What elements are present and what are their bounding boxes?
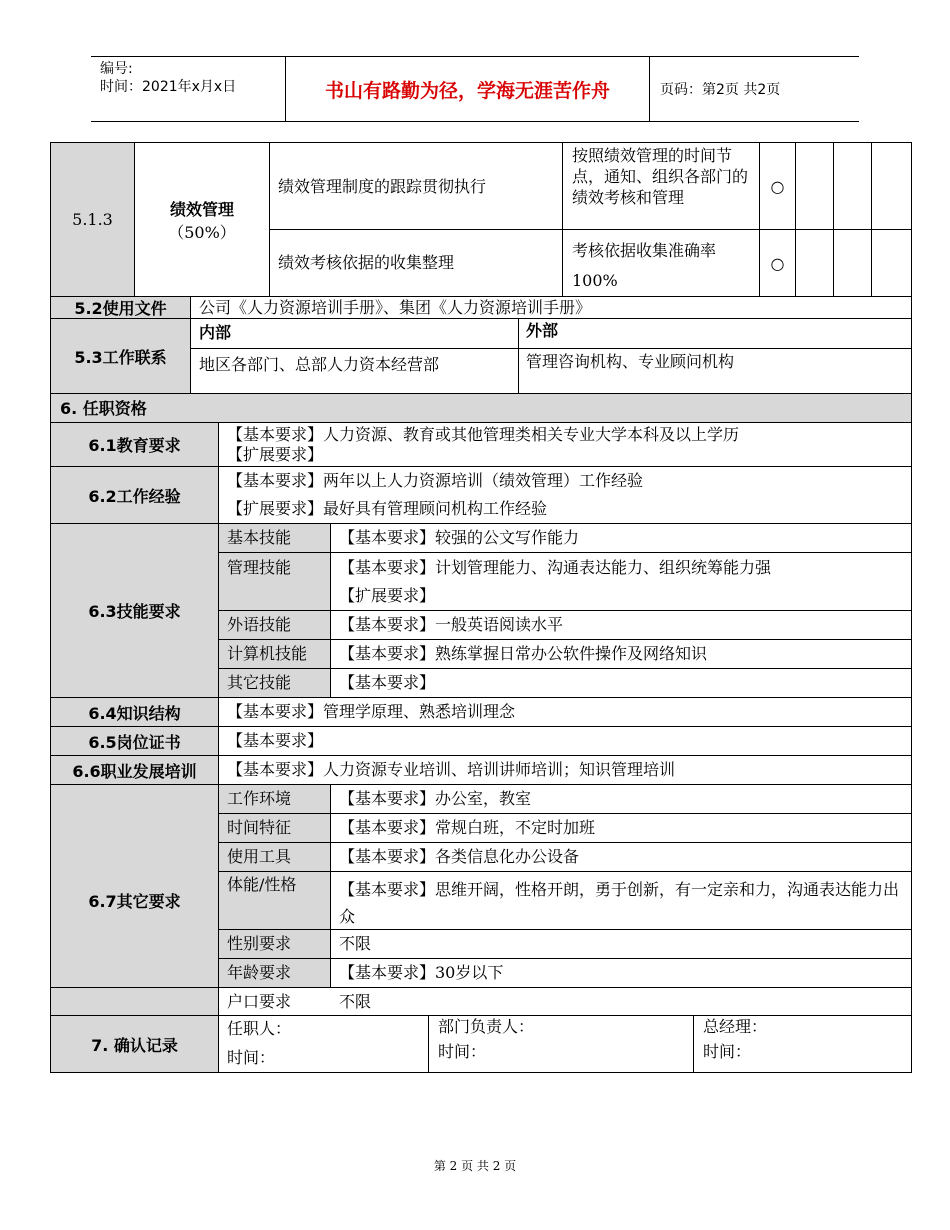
- table-rule: [218, 842, 912, 843]
- education-ext: 【扩展要求】: [227, 445, 324, 464]
- mark-circle: ○: [770, 253, 785, 273]
- education-basic: 【基本要求】人力资源、教育或其他管理类相关专业大学本科及以上学历: [227, 425, 740, 444]
- table-rule: [218, 813, 912, 814]
- table-rule: [428, 1015, 429, 1073]
- task-standard: 按照绩效管理的时间节点，通知、组织各部门的绩效考核和管理: [572, 146, 749, 207]
- task-area-name: 绩效管理: [169, 199, 234, 219]
- table-rule: [50, 393, 912, 394]
- skill-req: 【基本要求】熟练掌握日常办公软件操作及网络知识: [339, 644, 708, 663]
- section-6-bg: [50, 394, 911, 422]
- task-text: 绩效考核依据的收集整理: [278, 253, 455, 272]
- header-divider: [649, 56, 650, 122]
- header-time: 时间：2021年x月x日: [100, 79, 237, 95]
- experience-ext: 【扩展要求】最好具有管理顾问机构工作经验: [227, 499, 548, 518]
- label-5-3: 5.3工作联系: [74, 347, 167, 367]
- table-rule: [518, 318, 519, 394]
- knowledge-structure: 【基本要求】管理学原理、熟悉培训理念: [227, 702, 516, 721]
- table-rule: [218, 668, 912, 669]
- task-area-weight: （50%）: [168, 222, 236, 242]
- other-req: 【基本要求】办公室，教室: [339, 789, 532, 808]
- skill-req-ext: 【扩展要求】: [339, 586, 436, 605]
- skill-req: 【基本要求】一般英语阅读水平: [339, 615, 564, 634]
- skill-sub: 基本技能: [227, 528, 292, 547]
- other-sub: 使用工具: [227, 847, 292, 866]
- other-req: 【基本要求】思维开阔，性格开朗，勇于创新，有一定亲和力，沟通表达能力出众: [339, 880, 900, 926]
- table-rule: [795, 142, 796, 296]
- header-number: 编号:: [100, 61, 133, 77]
- skill-req: 【基本要求】: [339, 673, 436, 692]
- career-training: 【基本要求】人力资源专业培训、培训讲师培训；知识管理培训: [227, 760, 676, 779]
- label-5-2: 5.2使用文件: [74, 299, 167, 318]
- label-6-2: 6.2工作经验: [88, 486, 181, 506]
- table-rule: [218, 552, 912, 553]
- table-rule: [218, 871, 912, 872]
- table-rule: [911, 142, 912, 1073]
- table-rule: [270, 229, 912, 230]
- label-6-4: 6.4知识结构: [88, 703, 181, 723]
- table-rule: [330, 784, 331, 988]
- table-rule: [871, 142, 872, 296]
- section-code: 5.1.3: [72, 210, 113, 229]
- task-text: 绩效管理制度的跟踪贯彻执行: [278, 177, 487, 196]
- other-req: 不限: [339, 934, 372, 953]
- task-standard: 考核依据收集准确率100%: [572, 241, 717, 290]
- label-6-5: 6.5岗位证书: [88, 732, 181, 752]
- table-rule: [693, 1015, 694, 1073]
- label-7: 7. 确认记录: [91, 1035, 178, 1055]
- label-6-3: 6.3技能要求: [88, 602, 181, 621]
- skill-sub: 管理技能: [227, 558, 292, 577]
- internal-contacts: 地区各部门、总部人力资本经营部: [199, 355, 440, 374]
- label-6-1: 6.1教育要求: [88, 436, 181, 455]
- other-sub: 体能/性格: [227, 875, 297, 894]
- dept-head-time: 时间：: [438, 1042, 487, 1061]
- page-footer: 第 2 页 共 2 页: [433, 1159, 517, 1173]
- label-6-6: 6.6职业发展培训: [72, 761, 197, 781]
- mark-circle: ○: [770, 176, 785, 196]
- table-rule: [218, 422, 219, 1073]
- table-rule: [833, 142, 834, 296]
- section-6-title: 6. 任职资格: [60, 399, 147, 418]
- skill-sub: 计算机技能: [227, 644, 308, 663]
- table-rule: [330, 523, 331, 697]
- label-6-7: 6.7其它要求: [88, 891, 181, 911]
- documents-used: 公司《人力资源培训手册》、集团《人力资源培训手册》: [199, 298, 592, 317]
- experience-basic: 【基本要求】两年以上人力资源培训（绩效管理）工作经验: [227, 471, 644, 490]
- other-sub: 工作环境: [227, 789, 292, 808]
- table-rule: [190, 296, 191, 394]
- gm-time: 时间：: [703, 1042, 752, 1061]
- external-contacts: 管理咨询机构、专业顾问机构: [526, 352, 735, 371]
- header-page-number: 页码：第2页 共2页: [660, 82, 781, 98]
- skill-req: 【基本要求】较强的公文写作能力: [339, 528, 580, 547]
- internal-head: 内部: [199, 323, 232, 342]
- external-head: 外部: [526, 321, 559, 340]
- other-req: 【基本要求】常规白班，不定时加班: [339, 818, 596, 837]
- table-rule: [269, 142, 270, 296]
- skill-sub: 其它技能: [227, 673, 292, 692]
- table-rule: [562, 142, 563, 296]
- other-req: 不限: [339, 992, 372, 1011]
- certificate: 【基本要求】: [227, 731, 324, 750]
- gm-signature: 总经理：: [703, 1017, 768, 1036]
- section-name: [135, 143, 269, 296]
- skill-sub: 外语技能: [227, 615, 292, 634]
- other-req: 【基本要求】各类信息化办公设备: [339, 847, 580, 866]
- other-sub: 年龄要求: [227, 963, 292, 982]
- other-sub: 性别要求: [227, 934, 292, 953]
- skill-req: 【基本要求】计划管理能力、沟通表达能力、组织统筹能力强: [339, 558, 772, 577]
- table-rule: [218, 610, 912, 611]
- table-rule: [190, 348, 912, 349]
- header-motto: 书山有路勤为径，学海无涯苦作舟: [324, 79, 610, 102]
- other-req: 【基本要求】30岁以下: [339, 963, 504, 982]
- employee-signature: 任职人：: [227, 1019, 292, 1038]
- table-rule: [218, 639, 912, 640]
- employee-time: 时间：: [227, 1048, 276, 1067]
- table-rule: [50, 1072, 912, 1073]
- other-sub: 户口要求: [227, 992, 292, 1011]
- other-sub: 时间特征: [227, 818, 292, 837]
- dept-head-signature: 部门负责人：: [438, 1017, 535, 1036]
- table-rule: [218, 958, 912, 959]
